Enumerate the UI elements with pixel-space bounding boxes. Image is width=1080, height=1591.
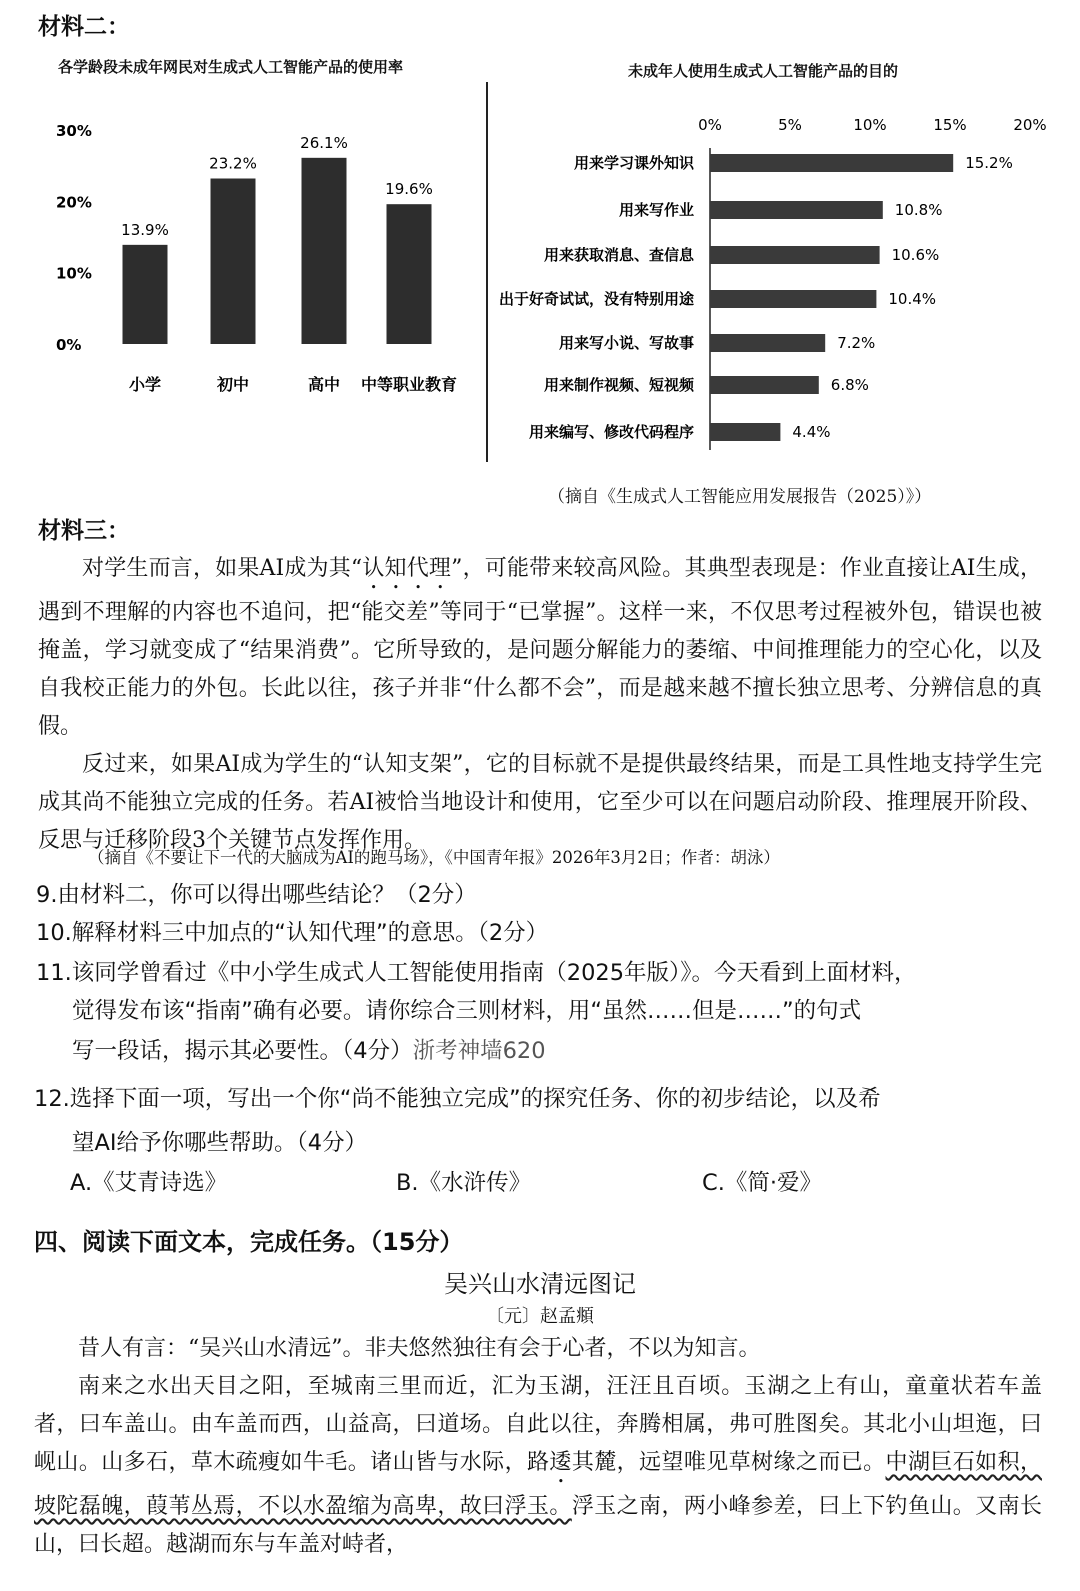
- category-label: 初中: [216, 375, 250, 394]
- y-tick-label: 20%: [56, 193, 92, 212]
- right-bar-chart: [494, 100, 1064, 460]
- bar-value-label: 19.6%: [385, 180, 433, 199]
- x-tick-label: 20%: [1013, 116, 1047, 134]
- hbar-value-label: 10.6%: [891, 246, 940, 264]
- hbar-value-label: 4.4%: [792, 423, 831, 441]
- bar-value-label: 23.2%: [209, 154, 257, 173]
- hbar-value-label: 6.8%: [830, 376, 869, 394]
- question-10: 10.解释材料三中加点的“认知代理”的意思。（2分）: [36, 920, 549, 946]
- question-11-line-3: [72, 1032, 546, 1070]
- classical-paragraph-2: [34, 1368, 1042, 1564]
- dotted-char: 逶: [549, 1450, 572, 1475]
- material3-paragraph-2: 反过来，如果AI成为学生的“认知支架”，它的目标就不是提供最终结果，而是工具性地支持学生完成其尚不能独立完成的任务。若AI被恰当地设计和使用，它至少可以在问题启动阶段、推理展开阶段、反思与迁移阶段3个关键节点发挥作用。: [38, 752, 1042, 853]
- text-author: 〔元〕赵孟頫: [486, 1306, 594, 1327]
- question-11-line-1: 11.该同学曾看过《中小学生成式人工智能使用指南（2025年版）》。今天看到上面材料，: [36, 960, 917, 986]
- material3-source: （摘自《不要让下一代的大脑成为AI的跑马场》，《中国青年报》2026年3月2日；作者：胡泳）: [88, 848, 780, 867]
- hbar-1: [710, 201, 883, 219]
- hbar-category-label: 用来编写、修改代码程序: [528, 423, 694, 441]
- section-4-heading: 四、阅读下面文本，完成任务。（15分）: [34, 1228, 464, 1256]
- y-tick-label: 10%: [56, 264, 92, 283]
- bar-3: [387, 204, 432, 344]
- option-a: A.《艾青诗选》: [70, 1170, 228, 1196]
- y-tick-label: 0%: [56, 336, 82, 354]
- material2-heading: 材料二：: [38, 14, 130, 40]
- classical-text: [34, 1330, 1042, 1564]
- hbar-category-label: 出于好奇试试，没有特别用途: [498, 290, 694, 308]
- dotted-term: 认知代理: [362, 556, 452, 581]
- hbar-category-label: 用来写小说、写故事: [558, 334, 694, 352]
- hbar-4: [710, 334, 825, 352]
- x-tick-label: 0%: [698, 116, 722, 134]
- category-label: 小学: [128, 375, 162, 394]
- hbar-5: [710, 376, 819, 394]
- watermark-text: 浙考神墙620: [412, 1038, 546, 1064]
- question-11-text: 写一段话，揭示其必要性。（4分）: [72, 1038, 413, 1064]
- m3-p1-part-b: ”，可能带来较高风险。其典型表现是：作业直接让AI生成，遇到不理解的内容也不追问，把“能交差”等同于“已掌握”。这样一来，不仅思考过程被外包，错误也被掩盖，学习就变成了“结果消费”。它所导致的，是问题分解能力的萎缩、中间推理能力的空心化，以及自我校正能力的外包。长此以往，孩子并非“什么都不会”，而是越来越不擅长独立思考、分辨信息的真假。: [38, 556, 1042, 739]
- right-chart-title: 未成年人使用生成式人工智能产品的目的: [628, 62, 899, 80]
- hbar-6: [710, 423, 780, 441]
- question-9: 9.由材料二，你可以得出哪些结论？（2分）: [36, 882, 477, 908]
- ct-p2-part-a: 南来之水出天目之阳，至城南三里而近，汇为玉湖，汪汪且百顷。玉湖之上有山，童童状若车盖者，曰车盖山。由车盖而西，山益高，曰道场。自此以往，奔腾相属，弗可胜图矣。其北小山坦迤，曰岘山。山多石，草木疏瘦如牛毛。诸山皆与水际，路: [34, 1374, 1042, 1475]
- category-label: 高中: [307, 375, 341, 394]
- hbar-0: [710, 154, 953, 172]
- hbar-category-label: 用来学习课外知识: [573, 154, 694, 172]
- material2-source: （摘自《生成式人工智能应用发展报告（2025）》）: [548, 487, 932, 507]
- wavy-underlined-sentence: 中湖巨石如积，坡陀磊魄，葭苇丛焉，不以水盈缩为高卑，故曰浮玉。: [34, 1450, 1042, 1519]
- question-12-line-2: 望AI给予你哪些帮助。（4分）: [72, 1130, 368, 1156]
- ct-p2-part-b: 其麓，远望唯见草树缘之而已。: [571, 1450, 886, 1475]
- hbar-value-label: 7.2%: [837, 334, 876, 352]
- classical-paragraph-1: 昔人有言：“吴兴山水清远”。非夫悠然独往有会于心者，不以为知言。: [78, 1336, 761, 1361]
- option-b: B.《水浒传》: [396, 1170, 532, 1196]
- left-bar-chart: [30, 90, 480, 410]
- bar-value-label: 26.1%: [300, 133, 348, 152]
- material3-paragraph-1: [38, 550, 1042, 746]
- bar-0: [123, 245, 168, 344]
- x-tick-label: 10%: [853, 116, 887, 134]
- hbar-value-label: 15.2%: [965, 154, 1013, 172]
- chart-divider: [486, 82, 488, 462]
- hbar-value-label: 10.4%: [888, 290, 937, 308]
- x-tick-label: 5%: [778, 116, 802, 134]
- y-tick-label: 30%: [56, 122, 92, 140]
- left-chart-title: 各学龄段未成年网民对生成式人工智能产品的使用率: [58, 58, 404, 76]
- bar-1: [211, 179, 256, 344]
- ct-p2-part-c: 浮玉之南，两小峰参差，曰上下钓鱼山。又南长山，曰长超。越湖而东与车盖对峙者，: [34, 1494, 1042, 1557]
- question-11-line-2: 觉得发布该“指南”确有必要。请你综合三则材料，用“虽然……但是……”的句式: [72, 998, 862, 1024]
- hbar-category-label: 用来制作视频、短视频: [543, 376, 694, 394]
- hbar-category-label: 用来获取消息、查信息: [543, 246, 694, 264]
- category-label: 中等职业教育: [360, 375, 458, 394]
- x-tick-label: 15%: [933, 116, 967, 134]
- bar-value-label: 13.9%: [121, 220, 169, 239]
- option-c: C.《简·爱》: [702, 1170, 823, 1196]
- hbar-value-label: 10.8%: [894, 201, 943, 219]
- hbar-category-label: 用来写作业: [618, 201, 694, 219]
- question-12-line-1: 12.选择下面一项，写出一个你“尚不能独立完成”的探究任务、你的初步结论，以及希: [34, 1086, 881, 1112]
- text-title: 吴兴山水清远图记: [444, 1270, 636, 1298]
- hbar-3: [710, 290, 876, 308]
- material3-body: [38, 550, 1042, 860]
- hbar-2: [710, 246, 880, 264]
- bar-2: [302, 158, 347, 344]
- m3-p1-part-a: 对学生而言，如果AI成为其“: [82, 556, 363, 581]
- material3-heading: 材料三：: [38, 518, 130, 544]
